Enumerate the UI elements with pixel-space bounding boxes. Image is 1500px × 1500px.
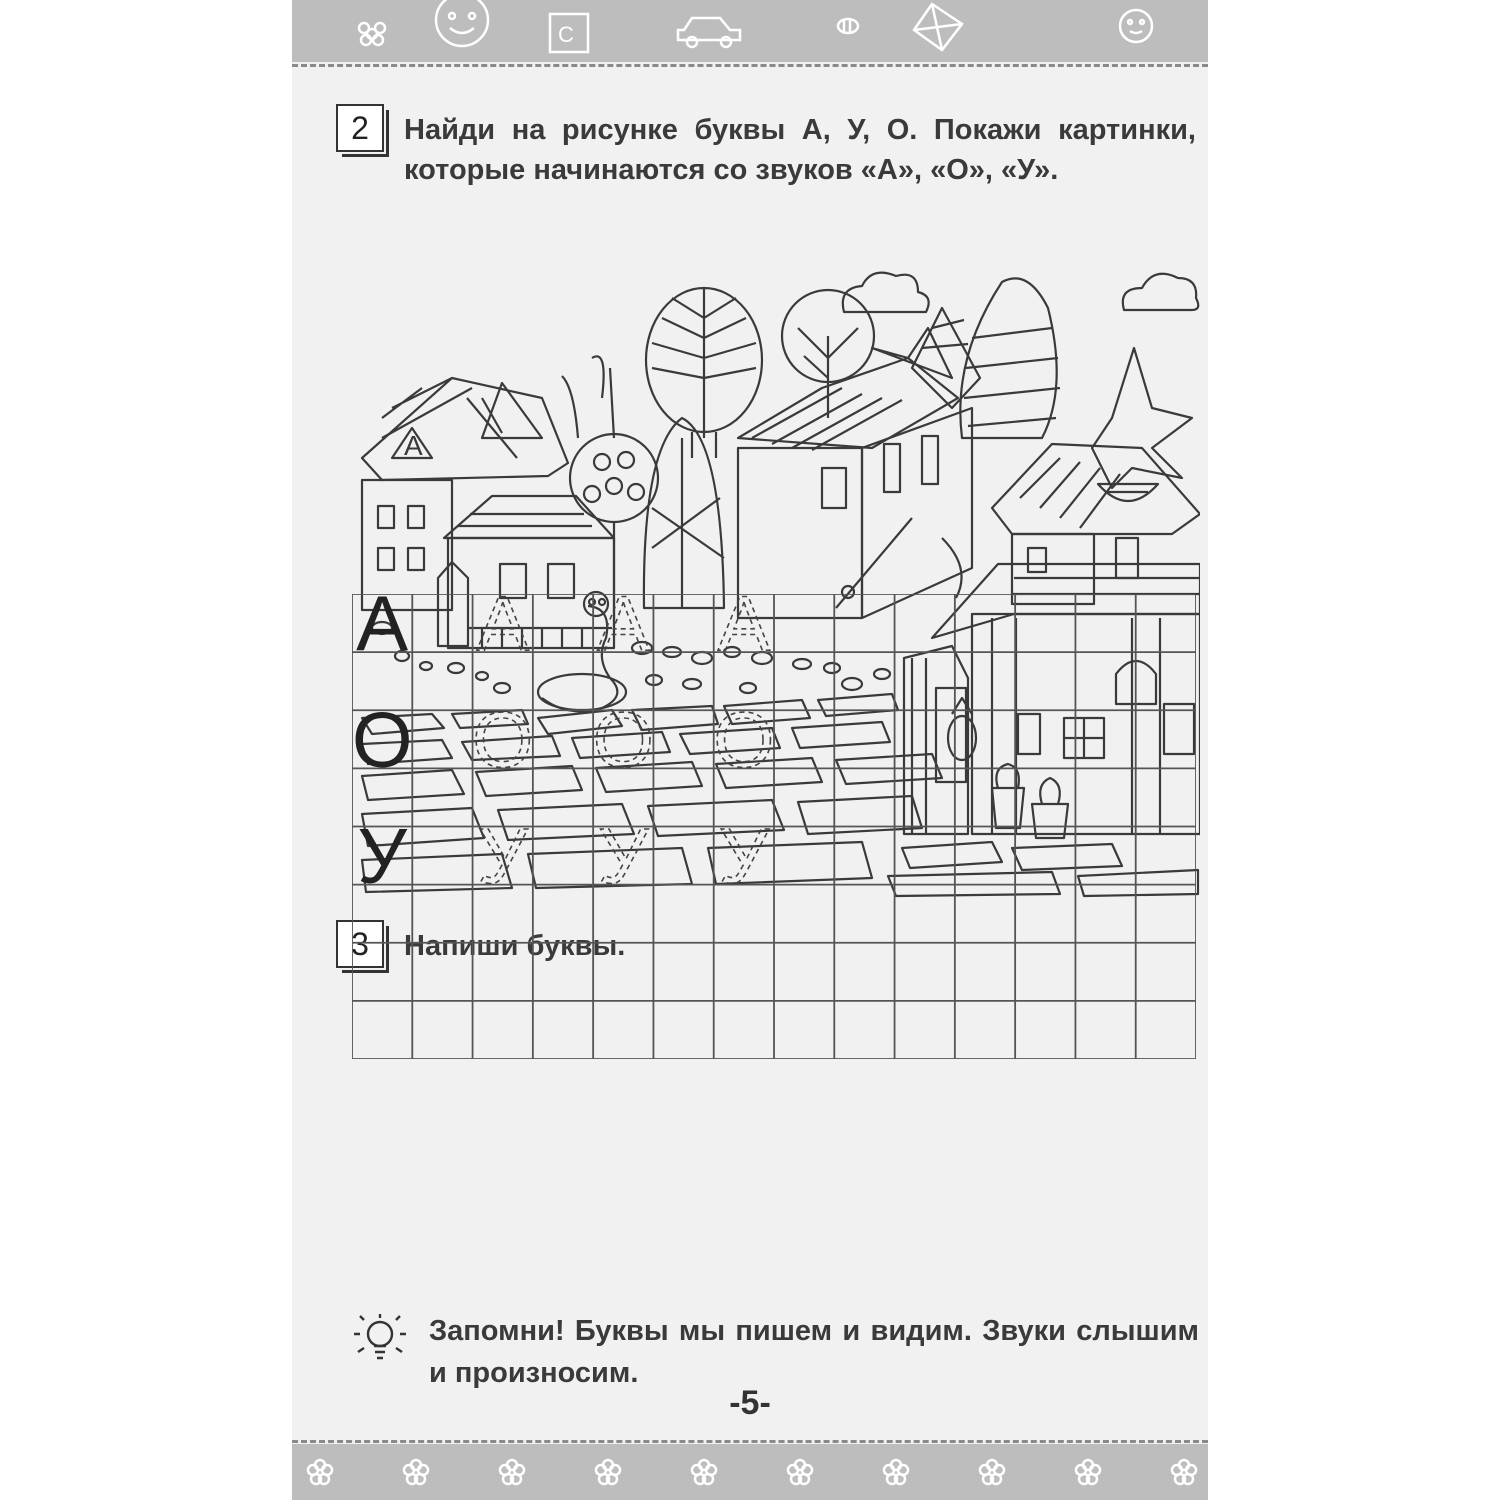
top-decorative-band bbox=[292, 0, 1208, 62]
bottom-decorative-band bbox=[292, 1444, 1208, 1500]
lightbulb-icon bbox=[350, 1312, 410, 1368]
trace-letter: О bbox=[592, 695, 654, 784]
cloud-icon bbox=[843, 273, 929, 312]
trace-letter: О bbox=[472, 695, 534, 784]
flower-icon bbox=[308, 1460, 332, 1484]
tree-icon bbox=[782, 290, 874, 418]
task-3-instruction: Напиши буквы. bbox=[404, 930, 626, 962]
task-2-number: 2 bbox=[336, 104, 384, 152]
trace-letter: А bbox=[476, 594, 529, 668]
page-number: -5- bbox=[729, 1384, 771, 1422]
flower-icon bbox=[596, 1460, 620, 1484]
flower-icon bbox=[692, 1460, 716, 1484]
flower-icon bbox=[788, 1460, 812, 1484]
trace-letter: А bbox=[597, 594, 650, 668]
block-icon bbox=[550, 14, 588, 52]
sample-letter: О bbox=[352, 695, 413, 784]
trace-letter: А bbox=[717, 594, 770, 668]
trace-letter: У bbox=[719, 811, 769, 900]
remember-note: Запомни! Буквы мы пишем и видим. Звуки слышим и произносим. bbox=[429, 1315, 1199, 1389]
tree-icon bbox=[912, 308, 980, 408]
tree-icon bbox=[1092, 348, 1192, 488]
svg-text:С: С bbox=[558, 22, 574, 47]
tree-icon bbox=[960, 278, 1060, 438]
trace-letter: У bbox=[598, 811, 649, 900]
sample-letter: У bbox=[357, 811, 407, 900]
letter-writing-grid[interactable] bbox=[352, 594, 1196, 1059]
tree-icon bbox=[562, 356, 614, 438]
face-icon bbox=[436, 0, 488, 46]
flower-icon bbox=[1076, 1460, 1100, 1484]
flower-icon bbox=[1172, 1460, 1196, 1484]
tree-icon bbox=[646, 288, 762, 458]
kite-icon bbox=[914, 4, 962, 50]
task-2-instruction: Найди на рисунке буквы А, У, О. Покажи картинки, которые начинаются со звуков «А», «О», «У». bbox=[404, 114, 1196, 186]
trace-letter: О bbox=[713, 695, 775, 784]
flower-icon bbox=[884, 1460, 908, 1484]
sun-icon bbox=[1120, 10, 1152, 42]
sample-letter: А bbox=[356, 594, 409, 668]
house-icon bbox=[738, 328, 972, 618]
flower-icon bbox=[359, 23, 385, 45]
top-dashed-line bbox=[292, 64, 1208, 67]
roof-letter-a: А bbox=[404, 430, 423, 461]
tree-icon bbox=[644, 418, 724, 608]
watermelon-icon bbox=[1098, 484, 1158, 501]
bottom-dashed-line bbox=[292, 1440, 1208, 1443]
house-icon bbox=[992, 444, 1200, 604]
flower-icon bbox=[980, 1460, 1004, 1484]
bee-icon bbox=[838, 19, 858, 33]
bottom-flower-icons bbox=[292, 1444, 1208, 1500]
car-icon bbox=[678, 18, 740, 47]
top-doodle-icons bbox=[292, 0, 1208, 62]
task-3-number: 3 bbox=[336, 920, 384, 968]
flower-icon bbox=[404, 1460, 428, 1484]
cloud-icon bbox=[1123, 274, 1198, 310]
workbook-page bbox=[292, 0, 1208, 1500]
trace-letter: У bbox=[477, 811, 528, 900]
flower-icon bbox=[500, 1460, 524, 1484]
